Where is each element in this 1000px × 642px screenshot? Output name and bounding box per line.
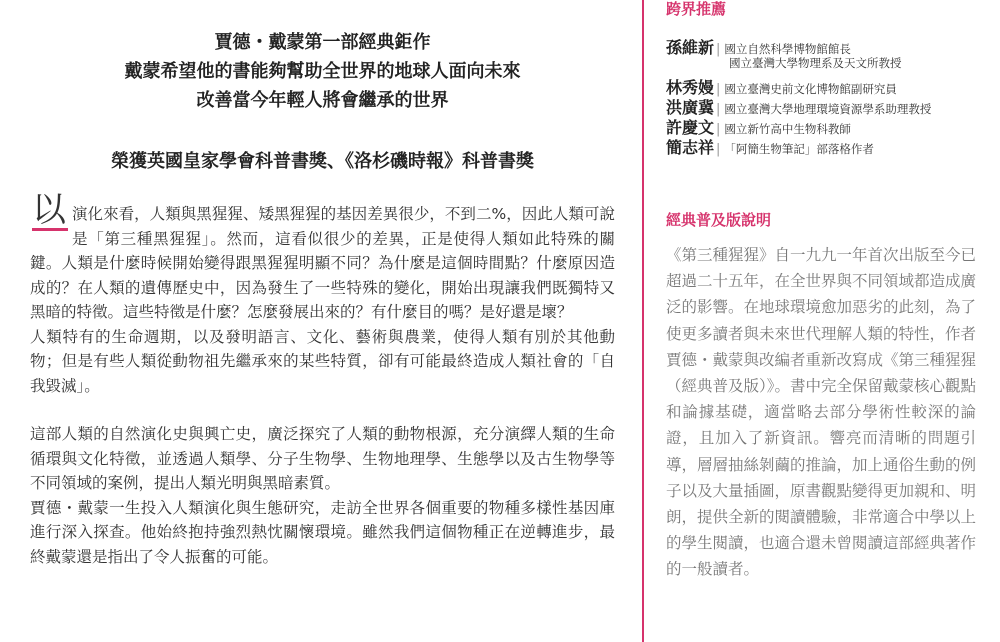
separator: | — [716, 142, 721, 157]
separator: | — [716, 122, 721, 137]
paragraph-4: 賈德・戴蒙一生投入人類演化與生態研究，走訪全世界各個重要的物種多樣性基因庫進行深入探查。他始終抱持強烈熱忱關懷環境。雖然我們這個物種正在逆轉進步，最終戴蒙還是指出了令人振奮的可能。 — [30, 498, 615, 566]
recommender-title: 國立臺灣史前文化博物館副研究員 — [724, 82, 897, 96]
recommender-row — [666, 115, 976, 135]
sidebar — [666, 0, 976, 598]
recommender-title: 國立新竹高中生物科教師 — [724, 122, 851, 136]
recommender-list — [666, 35, 976, 155]
separator: | — [716, 82, 721, 97]
recommender-title: 國立臺灣大學地理環境資源學系助理教授 — [724, 102, 932, 116]
separator: | — [716, 102, 721, 117]
headline-line-3: 改善當今年輕人將會繼承的世界 — [196, 90, 449, 111]
headline-line-1: 賈德・戴蒙第一部經典鉅作 — [214, 32, 431, 53]
recommender-row — [666, 35, 976, 55]
vertical-divider — [642, 0, 644, 642]
recommender-row-continued — [666, 55, 976, 75]
recommender-row — [666, 95, 976, 115]
edition-description: 《第三種猩猩》自一九九一年首次出版至今已超過二十五年，在全世界與不同領域都造成廣泛的影響。在地球環境愈加惡劣的此刻，為了使更多讀者與未來世代理解人類的特性，作者賈德・戴蒙與改編者重新改寫成《第三種猩猩（經典普及版）》。書中完全保留戴蒙核心觀點和論據基礎，適當略去部分學術性較深的論證，且加入了新資訊。響亮而清晰的問題引導，層層抽絲剝繭的推論，加上通俗生動的例子以及大量插圖，原書觀點變得更加親和、明朗，提供全新的閱讀體驗，非常適合中學以上的學生閱讀，也適合還未曾閱讀這部經典著作的一般讀者。 — [666, 246, 977, 579]
award-line: 榮獲英國皇家學會科普書獎、《洛杉磯時報》科普書獎 — [111, 151, 534, 172]
recommender-name: 洪廣冀 — [666, 98, 715, 117]
recommender-name: 林秀嫚 — [666, 78, 715, 97]
edition-section-title: 經典普及版說明 — [666, 211, 772, 229]
paragraph-3: 這部人類的自然演化史與興亡史，廣泛探究了人類的動物根源，充分演繹人類的生命循環與文化特徵，並透過人類學、分子生物學、生物地理學、生態學以及古生物學等不同領域的案例，提出人類光明與黑暗素質。 — [30, 425, 615, 492]
separator: | — [716, 42, 721, 57]
recommend-section-title: 跨界推薦 — [666, 0, 727, 18]
recommender-name: 許慶文 — [666, 118, 715, 137]
recommender-row — [666, 75, 976, 95]
main-column — [30, 28, 615, 569]
recommender-title: 國立臺灣大學物理系及天文所教授 — [729, 56, 902, 70]
drop-cap: 以 — [32, 190, 66, 230]
recommender-name: 孫維新 — [666, 38, 715, 57]
paragraph-gap — [30, 398, 615, 422]
paragraph-intro — [30, 190, 615, 325]
body-text — [30, 190, 615, 569]
recommender-title: 「阿簡生物筆記」部落格作者 — [724, 142, 874, 156]
recommender-name: 簡志祥 — [666, 138, 715, 157]
recommender-title: 國立自然科學博物館館長 — [724, 42, 851, 56]
recommender-row — [666, 135, 976, 155]
paragraph-2: 人類特有的生命週期，以及發明語言、文化、藝術與農業，使得人類有別於其他動物；但是有些人類從動物祖先繼承來的某些特質，卻有可能最終造成人類社會的「自我毀滅」。 — [30, 327, 615, 395]
headline-line-2: 戴蒙希望他的書能夠幫助全世界的地球人面向未來 — [124, 61, 521, 82]
paragraph-intro-text: 演化來看，人類與黑猩猩、矮黑猩猩的基因差異很少，不到二%，因此人類可說是「第三種黑猩猩」。然而，這看似很少的差異，正是使得人類如此特殊的關鍵。人類是什麼時候開始變得跟黑猩猩明顯不同？為什麼是這個時間點？什麼原因造成的？在人類的遺傳歷史中，因為發生了一些特殊的變化，開始出現讓我們既獨特又黑暗的特徵。這些特徵是什麼？怎麼發展出來的？有什麼目的嗎？是好還是壞？ — [30, 205, 615, 321]
